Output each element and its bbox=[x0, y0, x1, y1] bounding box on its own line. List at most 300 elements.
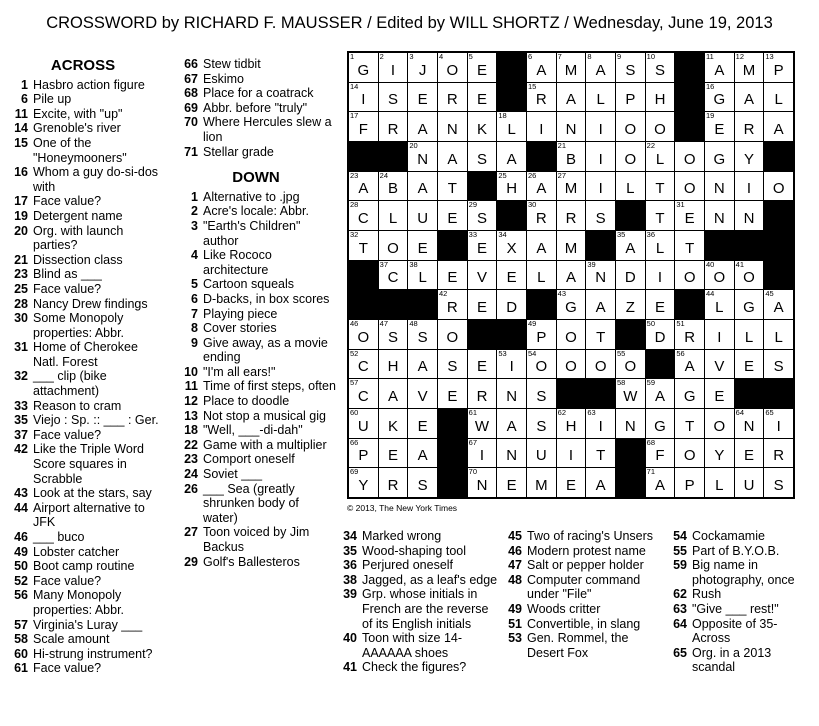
grid-cell[interactable] bbox=[557, 409, 586, 438]
clue-text: Many Monopoly properties: Abbr. bbox=[33, 588, 125, 617]
clue-number: 6 bbox=[191, 291, 198, 306]
page-title: CROSSWORD by RICHARD F. MAUSSER / Edited by WILL SHORTZ / Wednesday, June 19, 2013 bbox=[46, 14, 773, 32]
grid-cell[interactable] bbox=[586, 409, 615, 438]
grid-cell[interactable] bbox=[675, 379, 704, 408]
grid-cell[interactable] bbox=[379, 83, 408, 112]
clue-text: Lobster catcher bbox=[33, 544, 120, 559]
grid-cell[interactable] bbox=[735, 172, 764, 201]
black-square bbox=[527, 290, 556, 319]
cell-number: 2 bbox=[379, 53, 384, 61]
grid-cell[interactable] bbox=[527, 379, 556, 408]
cell-letter: O bbox=[683, 150, 696, 168]
cell-number: 44 bbox=[705, 290, 715, 299]
grid-cell[interactable] bbox=[379, 261, 408, 290]
grid-cell[interactable] bbox=[646, 290, 675, 319]
grid-cell[interactable] bbox=[349, 83, 378, 112]
clue-text: Cartoon squeals bbox=[203, 277, 295, 292]
grid-cell[interactable] bbox=[616, 350, 645, 379]
grid-cell[interactable] bbox=[527, 468, 556, 497]
across-clue bbox=[6, 574, 160, 589]
grid-cell[interactable] bbox=[735, 320, 764, 349]
grid-cell[interactable] bbox=[675, 261, 704, 290]
grid-cell[interactable] bbox=[468, 350, 497, 379]
cell-letter: I bbox=[479, 447, 485, 465]
cell-number: 18 bbox=[498, 112, 507, 121]
grid-cell[interactable] bbox=[527, 172, 556, 201]
clue-text: Place for a coatrack bbox=[203, 86, 314, 101]
black-square bbox=[764, 379, 793, 408]
grid-cell[interactable] bbox=[735, 142, 764, 171]
grid-cell[interactable] bbox=[497, 379, 526, 408]
down-heading: DOWN bbox=[232, 169, 280, 187]
down-clue bbox=[176, 307, 336, 322]
grid-cell[interactable] bbox=[586, 142, 615, 171]
grid-cell[interactable] bbox=[408, 231, 437, 260]
cell-number: 53 bbox=[498, 349, 507, 358]
clue-number: 12 bbox=[184, 394, 198, 409]
black-square bbox=[705, 231, 734, 260]
grid-cell[interactable] bbox=[468, 468, 497, 497]
grid-cell[interactable] bbox=[675, 172, 704, 201]
grid-cell[interactable] bbox=[497, 350, 526, 379]
grid-cell[interactable] bbox=[408, 201, 437, 230]
clue-text: Dissection class bbox=[33, 252, 123, 267]
grid-cell[interactable] bbox=[646, 409, 675, 438]
grid-cell[interactable] bbox=[557, 142, 586, 171]
clue-text: Part of B.Y.O.B. bbox=[692, 543, 780, 558]
black-square bbox=[557, 379, 586, 408]
grid-cell[interactable] bbox=[438, 172, 467, 201]
grid-cell[interactable] bbox=[586, 439, 615, 468]
cell-letter: N bbox=[446, 120, 458, 138]
clue-text: Grenoble's river bbox=[33, 121, 121, 136]
clue-number: 57 bbox=[14, 617, 28, 632]
clue-column-3 bbox=[335, 529, 501, 675]
grid-cell[interactable] bbox=[735, 409, 764, 438]
grid-cell[interactable] bbox=[675, 409, 704, 438]
grid-cell[interactable] bbox=[705, 142, 734, 171]
grid-cell[interactable] bbox=[497, 142, 526, 171]
grid-cell[interactable] bbox=[646, 231, 675, 260]
cell-number: 42 bbox=[438, 290, 448, 299]
grid-cell[interactable] bbox=[438, 112, 467, 141]
grid-cell[interactable] bbox=[616, 231, 645, 260]
grid-cell[interactable] bbox=[349, 350, 378, 379]
grid-cell[interactable] bbox=[646, 83, 675, 112]
grid-cell[interactable] bbox=[497, 290, 526, 319]
grid-cell[interactable] bbox=[646, 261, 675, 290]
grid-cell[interactable] bbox=[705, 468, 734, 497]
cell-letter: O bbox=[654, 120, 666, 138]
grid-cell[interactable] bbox=[557, 468, 586, 497]
clue-number: 39 bbox=[343, 587, 357, 602]
grid-cell[interactable] bbox=[438, 53, 467, 82]
grid-cell[interactable] bbox=[349, 172, 378, 201]
grid-cell[interactable] bbox=[408, 112, 437, 141]
grid-cell[interactable] bbox=[735, 350, 764, 379]
clue-number: 15 bbox=[14, 135, 28, 150]
cell-letter: I bbox=[657, 269, 663, 287]
grid-cell[interactable] bbox=[616, 290, 645, 319]
grid-cell[interactable] bbox=[557, 83, 586, 112]
cell-letter: N bbox=[743, 417, 755, 435]
down-clue bbox=[665, 602, 815, 617]
grid-cell[interactable] bbox=[379, 53, 408, 82]
grid-cell[interactable] bbox=[646, 468, 675, 497]
grid-cell[interactable] bbox=[735, 201, 764, 230]
grid-cell[interactable] bbox=[408, 320, 437, 349]
grid-cell[interactable] bbox=[468, 142, 497, 171]
cell-letter: M bbox=[564, 61, 578, 79]
across-clue bbox=[6, 399, 160, 414]
grid-cell[interactable] bbox=[586, 112, 615, 141]
across-clue bbox=[176, 115, 336, 144]
grid-cell[interactable] bbox=[616, 172, 645, 201]
grid-cell[interactable] bbox=[705, 290, 734, 319]
down-clue bbox=[176, 452, 336, 467]
grid-cell[interactable] bbox=[527, 201, 556, 230]
clue-number: 44 bbox=[14, 500, 28, 515]
grid-cell[interactable] bbox=[468, 290, 497, 319]
grid-cell[interactable] bbox=[349, 112, 378, 141]
grid-cell[interactable] bbox=[527, 350, 556, 379]
grid-cell[interactable] bbox=[468, 379, 497, 408]
cell-number: 50 bbox=[646, 319, 655, 328]
grid-cell[interactable] bbox=[497, 172, 526, 201]
grid-cell[interactable] bbox=[557, 53, 586, 82]
grid-cell[interactable] bbox=[705, 320, 734, 349]
grid-cell[interactable] bbox=[349, 201, 378, 230]
grid-cell[interactable] bbox=[557, 231, 586, 260]
cell-letter: C bbox=[387, 269, 399, 287]
cell-letter: S bbox=[654, 61, 665, 79]
grid-cell[interactable] bbox=[764, 350, 793, 379]
cell-letter: L bbox=[774, 328, 783, 346]
grid-cell[interactable] bbox=[497, 409, 526, 438]
clue-number: 11 bbox=[14, 106, 28, 121]
clue-text: "Give ___ rest!" bbox=[692, 601, 779, 616]
grid-cell[interactable] bbox=[379, 112, 408, 141]
grid-cell[interactable] bbox=[764, 468, 793, 497]
grid-cell[interactable] bbox=[438, 142, 467, 171]
cell-letter: S bbox=[417, 476, 428, 494]
grid-cell[interactable] bbox=[616, 112, 645, 141]
grid-cell[interactable] bbox=[705, 53, 734, 82]
grid-cell[interactable] bbox=[705, 350, 734, 379]
black-square bbox=[675, 83, 704, 112]
clue-text: Rush bbox=[692, 587, 722, 602]
cell-letter: E bbox=[447, 269, 458, 287]
grid-cell[interactable] bbox=[764, 53, 793, 82]
clue-column-5 bbox=[665, 529, 815, 675]
across-clue bbox=[6, 92, 160, 107]
grid-cell[interactable] bbox=[705, 83, 734, 112]
grid-cell[interactable] bbox=[527, 83, 556, 112]
cell-letter: W bbox=[474, 417, 490, 435]
grid-cell[interactable] bbox=[468, 201, 497, 230]
grid-cell[interactable] bbox=[527, 320, 556, 349]
grid-cell[interactable] bbox=[379, 409, 408, 438]
cell-letter: S bbox=[476, 209, 487, 227]
clue-number: 8 bbox=[191, 321, 198, 336]
grid-cell[interactable] bbox=[705, 261, 734, 290]
grid-cell[interactable] bbox=[468, 439, 497, 468]
clue-number: 22 bbox=[184, 437, 198, 452]
grid-cell[interactable] bbox=[557, 350, 586, 379]
grid-cell[interactable] bbox=[586, 201, 615, 230]
grid-cell[interactable] bbox=[764, 409, 793, 438]
cell-letter: E bbox=[654, 298, 665, 316]
cell-letter: A bbox=[684, 358, 695, 376]
cell-letter: E bbox=[743, 447, 754, 465]
grid-cell[interactable] bbox=[379, 320, 408, 349]
clue-number: 38 bbox=[343, 572, 357, 587]
clue-text: Two of racing's Unsers bbox=[527, 529, 654, 543]
clue-text: Time of first steps, often bbox=[203, 379, 336, 394]
grid-cell[interactable] bbox=[408, 83, 437, 112]
across-clue bbox=[6, 428, 160, 443]
grid-cell[interactable] bbox=[408, 439, 437, 468]
grid-cell[interactable] bbox=[646, 172, 675, 201]
grid-cell[interactable] bbox=[497, 112, 526, 141]
grid-cell[interactable] bbox=[735, 290, 764, 319]
grid-cell[interactable] bbox=[586, 290, 615, 319]
clue-text: Big name in photography, once bbox=[692, 558, 795, 587]
grid-cell[interactable] bbox=[349, 231, 378, 260]
cell-letter: O bbox=[624, 358, 637, 376]
grid-cell[interactable] bbox=[527, 439, 556, 468]
grid-cell[interactable] bbox=[764, 83, 793, 112]
grid-cell[interactable] bbox=[557, 201, 586, 230]
clue-text: Detergent name bbox=[33, 208, 123, 223]
grid-cell[interactable] bbox=[646, 112, 675, 141]
cell-number: 68 bbox=[646, 438, 655, 447]
cell-letter: N bbox=[417, 150, 429, 168]
clue-number: 32 bbox=[14, 369, 28, 384]
grid-cell[interactable] bbox=[408, 261, 437, 290]
clue-number: 1 bbox=[191, 189, 198, 204]
grid-cell[interactable] bbox=[735, 83, 764, 112]
grid-cell[interactable] bbox=[349, 379, 378, 408]
grid-cell[interactable] bbox=[527, 112, 556, 141]
grid-cell[interactable] bbox=[646, 142, 675, 171]
cell-number: 43 bbox=[557, 290, 566, 299]
grid-cell[interactable] bbox=[557, 112, 586, 141]
grid-cell[interactable] bbox=[646, 53, 675, 82]
down-clue bbox=[665, 544, 815, 559]
grid-cell[interactable] bbox=[586, 172, 615, 201]
grid-cell[interactable] bbox=[379, 468, 408, 497]
grid-cell[interactable] bbox=[764, 320, 793, 349]
grid-cell[interactable] bbox=[735, 53, 764, 82]
black-square bbox=[616, 468, 645, 497]
grid-cell[interactable] bbox=[557, 290, 586, 319]
down-clue bbox=[335, 558, 501, 573]
grid-cell[interactable] bbox=[586, 53, 615, 82]
grid-cell[interactable] bbox=[408, 468, 437, 497]
grid-cell[interactable] bbox=[557, 320, 586, 349]
down-clue bbox=[500, 602, 666, 617]
grid-cell[interactable] bbox=[349, 439, 378, 468]
cell-letter: D bbox=[654, 328, 666, 346]
grid-cell[interactable] bbox=[616, 83, 645, 112]
grid-cell[interactable] bbox=[764, 439, 793, 468]
grid-cell[interactable] bbox=[616, 53, 645, 82]
grid-cell[interactable] bbox=[349, 468, 378, 497]
clue-number: 14 bbox=[14, 121, 28, 136]
grid-cell[interactable] bbox=[646, 320, 675, 349]
clue-text: "Earth's Children" author bbox=[203, 218, 301, 248]
grid-cell[interactable] bbox=[675, 439, 704, 468]
grid-cell[interactable] bbox=[675, 468, 704, 497]
grid-cell[interactable] bbox=[616, 409, 645, 438]
grid-cell[interactable] bbox=[557, 439, 586, 468]
grid-cell[interactable] bbox=[735, 261, 764, 290]
grid-cell[interactable] bbox=[705, 379, 734, 408]
grid-cell[interactable] bbox=[497, 231, 526, 260]
cell-number: 49 bbox=[527, 319, 537, 328]
grid-cell[interactable] bbox=[408, 53, 437, 82]
cell-letter: O bbox=[357, 328, 370, 346]
grid-cell[interactable] bbox=[527, 53, 556, 82]
grid-cell[interactable] bbox=[438, 379, 467, 408]
grid-cell[interactable] bbox=[379, 379, 408, 408]
grid-cell[interactable] bbox=[527, 231, 556, 260]
grid-cell[interactable] bbox=[616, 261, 645, 290]
grid-cell[interactable] bbox=[675, 231, 704, 260]
grid-cell[interactable] bbox=[764, 290, 793, 319]
across-clue bbox=[6, 282, 160, 297]
cell-number: 66 bbox=[350, 438, 359, 447]
grid-cell[interactable] bbox=[468, 231, 497, 260]
across-clue bbox=[6, 78, 160, 93]
grid-cell[interactable] bbox=[586, 350, 615, 379]
grid-cell[interactable] bbox=[735, 112, 764, 141]
grid-cell[interactable] bbox=[675, 142, 704, 171]
cell-letter: D bbox=[506, 298, 518, 316]
clue-number: 47 bbox=[508, 558, 522, 573]
grid-cell[interactable] bbox=[468, 409, 497, 438]
grid-cell[interactable] bbox=[557, 261, 586, 290]
grid-cell[interactable] bbox=[468, 53, 497, 82]
cell-number: 63 bbox=[587, 408, 596, 417]
grid-cell[interactable] bbox=[764, 172, 793, 201]
grid-cell[interactable] bbox=[705, 201, 734, 230]
clue-number: 62 bbox=[673, 587, 687, 602]
grid-cell[interactable] bbox=[675, 320, 704, 349]
grid-cell[interactable] bbox=[735, 439, 764, 468]
cell-letter: F bbox=[655, 447, 665, 465]
clue-text: Nancy Drew findings bbox=[33, 296, 148, 311]
cell-number: 54 bbox=[527, 349, 537, 358]
black-square bbox=[438, 468, 467, 497]
cell-letter: I bbox=[717, 328, 722, 346]
grid-cell[interactable] bbox=[379, 439, 408, 468]
grid-cell[interactable] bbox=[705, 439, 734, 468]
grid-cell[interactable] bbox=[705, 112, 734, 141]
grid-cell[interactable] bbox=[379, 350, 408, 379]
grid-cell[interactable] bbox=[408, 379, 437, 408]
grid-cell[interactable] bbox=[468, 112, 497, 141]
clue-number: 28 bbox=[14, 296, 28, 311]
clue-text: Not stop a musical gig bbox=[203, 408, 326, 423]
grid-cell[interactable] bbox=[438, 290, 467, 319]
grid-cell[interactable] bbox=[379, 231, 408, 260]
grid-cell[interactable] bbox=[379, 201, 408, 230]
cell-letter: R bbox=[535, 209, 547, 227]
grid-cell[interactable] bbox=[616, 379, 645, 408]
clue-text: Golf's Ballesteros bbox=[203, 554, 300, 569]
grid-cell[interactable] bbox=[408, 350, 437, 379]
grid-cell[interactable] bbox=[438, 320, 467, 349]
grid-cell[interactable] bbox=[586, 320, 615, 349]
grid-cell[interactable] bbox=[646, 439, 675, 468]
grid-cell[interactable] bbox=[408, 409, 437, 438]
grid-cell[interactable] bbox=[527, 261, 556, 290]
grid-cell[interactable] bbox=[497, 439, 526, 468]
grid-cell[interactable] bbox=[408, 142, 437, 171]
cell-letter: V bbox=[476, 269, 487, 287]
grid-cell[interactable] bbox=[735, 468, 764, 497]
grid-cell[interactable] bbox=[438, 83, 467, 112]
grid-cell[interactable] bbox=[586, 468, 615, 497]
grid-cell[interactable] bbox=[438, 350, 467, 379]
cell-number: 57 bbox=[350, 379, 359, 388]
grid-cell[interactable] bbox=[557, 172, 586, 201]
grid-cell[interactable] bbox=[349, 320, 378, 349]
grid-cell[interactable] bbox=[497, 468, 526, 497]
cell-letter: G bbox=[713, 91, 726, 109]
grid-cell[interactable] bbox=[764, 112, 793, 141]
cell-letter: V bbox=[714, 358, 725, 376]
grid-cell[interactable] bbox=[705, 409, 734, 438]
black-square bbox=[438, 439, 467, 468]
cell-letter: A bbox=[387, 387, 398, 405]
down-clue bbox=[176, 292, 336, 307]
clue-number: 35 bbox=[14, 413, 28, 428]
grid-cell[interactable] bbox=[586, 261, 615, 290]
grid-cell[interactable] bbox=[438, 261, 467, 290]
black-square bbox=[408, 290, 437, 319]
grid-cell[interactable] bbox=[497, 261, 526, 290]
grid-cell[interactable] bbox=[349, 53, 378, 82]
grid-cell[interactable] bbox=[349, 409, 378, 438]
grid-cell[interactable] bbox=[468, 83, 497, 112]
grid-cell[interactable] bbox=[379, 172, 408, 201]
black-square bbox=[527, 142, 556, 171]
cell-letter: L bbox=[774, 91, 783, 109]
grid-cell[interactable] bbox=[616, 142, 645, 171]
cell-letter: R bbox=[773, 447, 785, 465]
grid-cell[interactable] bbox=[408, 172, 437, 201]
cell-letter: G bbox=[683, 387, 696, 405]
cell-letter: O bbox=[446, 328, 459, 346]
cell-letter: O bbox=[624, 120, 637, 138]
grid-cell[interactable] bbox=[438, 201, 467, 230]
cell-letter: T bbox=[685, 239, 695, 257]
grid-cell[interactable] bbox=[586, 83, 615, 112]
grid-cell[interactable] bbox=[705, 172, 734, 201]
grid-cell[interactable] bbox=[646, 201, 675, 230]
across-clue bbox=[6, 442, 160, 486]
grid-cell[interactable] bbox=[675, 350, 704, 379]
clue-number: 7 bbox=[191, 306, 198, 321]
grid-cell[interactable] bbox=[675, 201, 704, 230]
cell-letter: L bbox=[715, 476, 724, 494]
grid-cell[interactable] bbox=[468, 261, 497, 290]
grid-cell[interactable] bbox=[527, 409, 556, 438]
grid-cell[interactable] bbox=[646, 379, 675, 408]
